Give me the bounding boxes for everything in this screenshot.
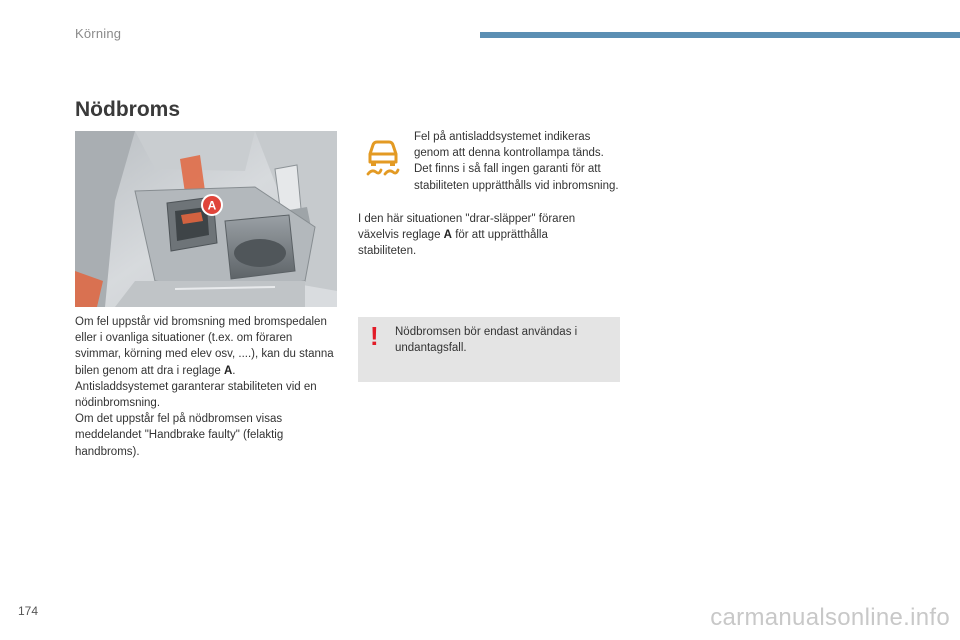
center-console-illustration [75,131,337,307]
left-text-block [75,314,340,460]
header-bar [480,32,960,38]
emergency-brake-photo [75,131,337,307]
situation-paragraph [358,211,608,260]
situation-text: I den här situationen "drar-släpper" föraren växelvis reglage [358,213,576,242]
situation-end: för att upprätthålla stabiliteten. [358,229,548,258]
instruction-end: . [232,364,236,377]
page-title: Nödbroms [75,98,180,121]
skid-warning-icon [362,134,404,176]
page-number: 174 [18,604,39,618]
fault-paragraph: Om det uppstår fel på nödbromsen visas meddelandet "Handbrake faulty" (felaktig handbroms). [75,413,284,458]
exclamation-icon: ! [370,321,379,351]
section-label: Körning [75,26,122,41]
stability-paragraph: Antisladdsystemet garanterar stabiliteten vid en nödinbromsning. [75,380,317,410]
notice-text: Nödbromsen bör endast användas i undantagsfall. [395,326,578,355]
control-a-reference: A [443,229,452,242]
instruction-text: Om fel uppstår vid bromsning med bromspedalen eller i ovanliga situationer (t.ex. om föraren svimmar, körning med elev osv, ....), kan du stanna bilen genom att dra i reglage [75,316,334,377]
control-a-label: A [223,364,233,377]
watermark: carmanualsonline.info [710,604,950,631]
notice-box [358,317,620,382]
warning-lamp-text: Fel på antisladdsystemet indikeras genom att denna kontrollampa tänds. Det finns i så fall ingen garanti för att stabiliteten upprätthålls vid inbromsning. [414,131,619,192]
marker-a-label: A [207,198,217,213]
emergency-brake-instruction [75,314,340,379]
